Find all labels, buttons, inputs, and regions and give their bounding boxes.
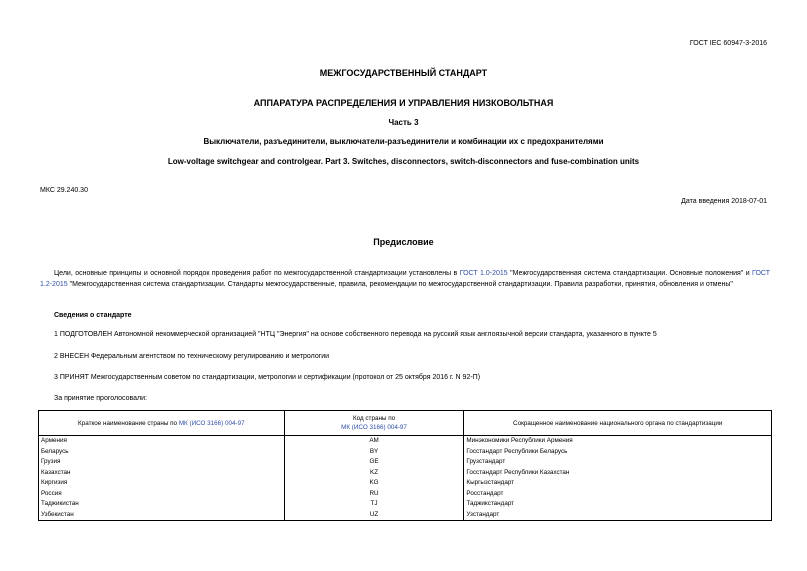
body-cell: Минэкономики Республики Армения: [464, 436, 772, 447]
table-row: [39, 436, 772, 447]
preface-heading: Предисловие: [373, 237, 434, 247]
country-cell: Беларусь: [39, 447, 285, 458]
table-row: [39, 510, 772, 521]
mk-iso-3166-code-link[interactable]: МК (ИСО 3166) 004-97: [341, 424, 407, 431]
mk-iso-3166-link[interactable]: МК (ИСО 3166) 004-97: [178, 419, 245, 427]
code-cell: TJ: [284, 499, 464, 510]
code-cell: UZ: [284, 510, 464, 521]
table-row: [39, 457, 772, 468]
table-row: [39, 478, 772, 489]
standard-type-heading: МЕЖГОСУДАРСТВЕННЫЙ СТАНДАРТ: [319, 68, 488, 78]
body-cell: Госстандарт Республики Казахстан: [464, 468, 772, 479]
body-cell: Росстандарт: [464, 489, 772, 500]
subtitle-english: Low-voltage switchgear and controlgear. Part 3. Switches, disconnectors, switch-disconnectors and fuse-combination units: [167, 157, 640, 166]
mks-code: МКС 29.240.30: [40, 187, 88, 194]
country-cell: Армения: [39, 436, 285, 447]
document-number: ГОСТ IEC 60947-3-2016: [689, 40, 767, 47]
gost-1-2-link[interactable]: ГОСТ 1.2-2015: [40, 270, 770, 288]
country-cell: Казахстан: [39, 468, 285, 479]
code-cell: BY: [284, 447, 464, 458]
info-item-prepared: 1 ПОДГОТОВЛЕН Автономной некоммерческой организацией "НТЦ "Энергия" на основе собственного перевода на русский язык англоязычной версии стандарта, указанного в пункте 5: [54, 331, 657, 338]
document-title: АППАРАТУРА РАСПРЕДЕЛЕНИЯ И УПРАВЛЕНИЯ НИЗКОВОЛЬТНАЯ: [253, 98, 554, 108]
body-cell: Грузстандарт: [464, 457, 772, 468]
part-number: Часть 3: [388, 118, 419, 127]
table-row: [39, 489, 772, 500]
header-code-text: Код страны по: [352, 415, 396, 422]
body-cell: Госстандарт Республики Беларусь: [464, 447, 772, 458]
body-cell: Таджикстандарт: [464, 499, 772, 510]
country-cell: Узбекистан: [39, 510, 285, 521]
table-row: [39, 447, 772, 458]
body-cell: Узстандарт: [464, 510, 772, 521]
code-cell: AM: [284, 436, 464, 447]
table-header-row: [39, 411, 772, 436]
intro-text-c: "Межгосударственная система стандартизации. Стандарты межгосударственные, правила, рекомендации по межгосударственной стандартизации. Правила разработки, принятия, обновления и отмены": [67, 281, 733, 288]
country-cell: Таджикистан: [39, 499, 285, 510]
introduction-date: Дата введения 2018-07-01: [681, 198, 767, 205]
intro-text-a: Цели, основные принципы и основной порядок проведения работ по межгосударственной стандартизации установлены в: [54, 270, 460, 277]
country-cell: Киргизия: [39, 478, 285, 489]
voted-label: За принятие проголосовали:: [54, 395, 147, 402]
country-cell: Россия: [39, 489, 285, 500]
info-item-introduced: 2 ВНЕСЕН Федеральным агентством по техническому регулированию и метрологии: [54, 353, 330, 360]
code-cell: KG: [284, 478, 464, 489]
header-country-code: [284, 411, 464, 436]
voting-states-table: [38, 410, 772, 521]
code-cell: GE: [284, 457, 464, 468]
standard-info-heading: Сведения о стандарте: [54, 312, 132, 319]
subtitle-russian: Выключатели, разъединители, выключатели-разъединители и комбинации их с предохранителями: [203, 137, 604, 146]
table-row: [39, 499, 772, 510]
intro-text-b: "Межгосударственная система стандартизации. Основные положения" и: [507, 270, 753, 277]
header-country-text: Краткое наименование страны по: [78, 419, 179, 427]
country-cell: Грузия: [39, 457, 285, 468]
info-item-adopted: 3 ПРИНЯТ Межгосударственным советом по стандартизации, метрологии и сертификации (протокол от 25 октября 2016 г. N 92-П): [54, 374, 481, 381]
preface-intro-paragraph: [40, 268, 770, 290]
gost-1-0-link[interactable]: ГОСТ 1.0-2015: [459, 270, 508, 277]
code-cell: KZ: [284, 468, 464, 479]
code-cell: RU: [284, 489, 464, 500]
body-cell: Кыргызстандарт: [464, 478, 772, 489]
header-country-name: [39, 411, 285, 436]
header-standards-body: Сокращенное наименование национального органа по стандартизации: [464, 411, 772, 436]
table-row: [39, 468, 772, 479]
